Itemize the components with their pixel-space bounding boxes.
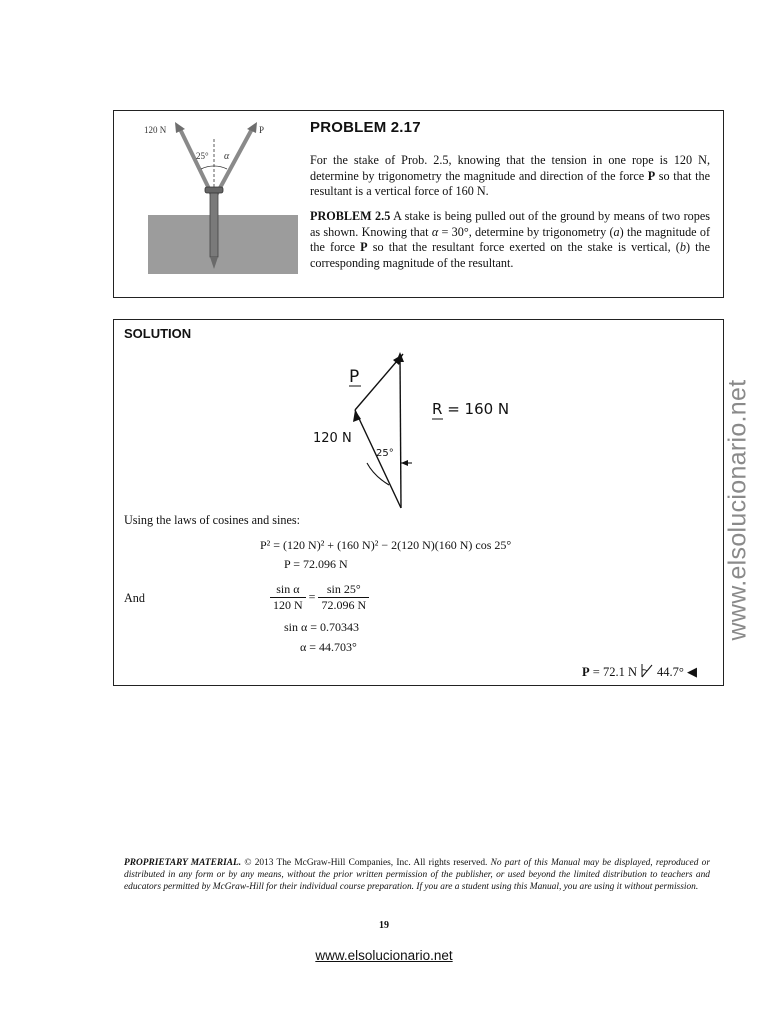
part-b-label: b: [679, 240, 686, 254]
reference-text: A stake is being pulled out of the ground by means of two ropes as shown. Knowing that: [310, 209, 710, 239]
answer-marker-icon: ◀: [686, 664, 697, 679]
force-triangle-sketch: [309, 348, 519, 518]
stake-shaft: [210, 191, 218, 257]
problem-title: PROBLEM 2.17: [310, 119, 421, 136]
alpha-result: α = 44.703°: [300, 640, 357, 654]
problem-box: [113, 110, 724, 298]
footer-notice: No part of this Manual may be displayed, reproduced or distributed in any form or by any means, without the prior written permission of the publisher, or used beyond the limited distribution to teachers and educators permitted by McGraw-Hill for their individual course preparation. If you are a student using this Manual, you are using it without permission.: [124, 858, 710, 892]
ground-block: [148, 215, 298, 274]
and-label: And: [124, 591, 145, 605]
sketch-label-25: 25°: [376, 448, 394, 459]
sketch-label-r: R = 160 N: [432, 400, 510, 418]
answer-value: = 72.1 N: [589, 665, 637, 679]
answer-angle: 44.7°: [656, 665, 684, 679]
sketch-label-p: P: [349, 367, 360, 387]
fraction-right: [318, 582, 369, 613]
page-number: 19: [379, 920, 389, 931]
p-result: P = 72.096 N: [284, 557, 348, 571]
reference-text: ) the magnitude of the force: [310, 224, 711, 254]
fraction-left: [270, 582, 306, 613]
vector-r-line: [400, 356, 401, 508]
angle-pointer-arrow-icon: [401, 460, 408, 466]
angle-arc-left: [201, 166, 214, 169]
fraction-numerator: sin α: [270, 582, 306, 598]
final-answer: [582, 662, 697, 680]
angle-alpha-label: α: [224, 151, 230, 162]
angle-25-label: 25°: [196, 151, 209, 161]
angle-direction-icon: [639, 662, 655, 678]
force-p-symbol: P: [360, 240, 368, 254]
sketch-label-120n: 120 N: [313, 431, 352, 446]
fraction-numerator: sin 25°: [318, 582, 369, 598]
right-rope-label: P: [259, 125, 265, 135]
fraction-denominator: 72.096 N: [321, 598, 367, 612]
solution-intro: Using the laws of cosines and sines:: [124, 513, 301, 527]
force-p-symbol: P: [647, 168, 656, 183]
reference-text: so that the resultant force exerted on the stake is vertical, (: [367, 240, 680, 254]
site-link[interactable]: www.elsolucionario.net: [315, 948, 453, 963]
watermark: [718, 355, 758, 665]
fraction-denominator: 120 N: [273, 598, 303, 612]
reference-problem-title: PROBLEM 2.5: [310, 209, 391, 223]
problem-statement: [310, 153, 710, 200]
part-a-label: a: [613, 224, 620, 239]
footer-copyright: © 2013 The McGraw-Hill Companies, Inc. All rights reserved.: [241, 858, 491, 868]
law-of-cosines-equation: P² = (120 N)² + (160 N)² − 2(120 N)(160 N) cos 25°: [260, 538, 512, 552]
vector-r-arrowhead-icon: [396, 352, 404, 362]
statement-text: so that the resultant is a vertical force of 160 N.: [310, 168, 710, 198]
answer-p-symbol: P: [582, 665, 590, 679]
left-rope-label: 120 N: [144, 125, 167, 135]
reference-text: = 30°, determine by trigonometry (: [438, 224, 614, 239]
statement-text: For the stake of Prob. 2.5, knowing that the tension in one rope is 120 N, determine by trigonometry the magnitude and direction of the force: [310, 153, 710, 183]
reference-problem: [310, 209, 710, 271]
alpha-symbol: α: [431, 224, 439, 239]
sin-alpha-result: sin α = 0.70343: [284, 620, 360, 634]
stake-head: [205, 187, 223, 193]
equals-sign: =: [308, 589, 316, 604]
reference-text: ) the corresponding magnitude of the resultant.: [310, 240, 711, 270]
vector-120n-line: [355, 410, 401, 508]
solution-title: SOLUTION: [124, 326, 192, 341]
angle-arc-right: [214, 166, 227, 169]
stake-figure: [142, 119, 300, 274]
law-of-sines-equation: [270, 582, 369, 613]
solution-box: [113, 319, 724, 686]
copyright-footer: [124, 858, 710, 893]
watermark-text: www.elsolucionario.net: [723, 379, 752, 641]
footer-lead: PROPRIETARY MATERIAL.: [124, 858, 242, 868]
vector-p-line: [355, 354, 403, 410]
